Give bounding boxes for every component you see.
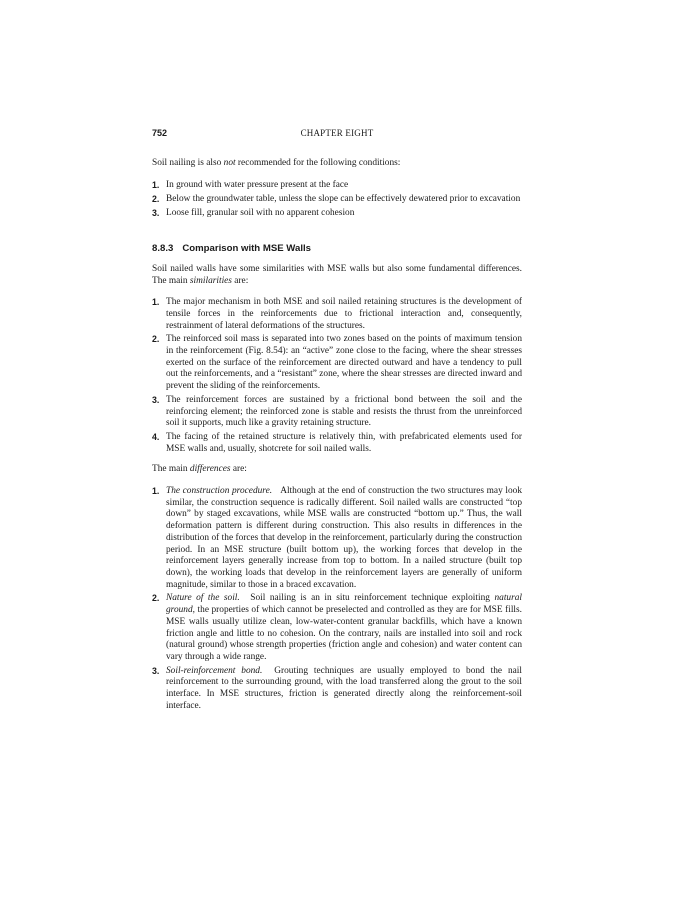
differences-list (152, 486, 522, 712)
differences-intro: The main differences are: (152, 464, 247, 475)
list-item: 2. Below the groundwater table, unless the slope can be effectively dewatered prior to excavation (152, 193, 521, 204)
list-item: 3. The reinforcement forces are sustained by a frictional bond between the soil and the reinforcing element; the reinforced zone is stable and resists the thrust from the unreinforced soil it supports, much like a gravity retaining structure. (152, 394, 522, 429)
conditions-list (152, 180, 522, 220)
list-item: 2. The reinforced soil mass is separated into two zones based on the points of maximum tension in the reinforcement (Fig. 8.54): an “active” zone close to the facing, where the shear stresses exerted on the surface of the reinforcement are directed outward and have a tendency to pull out the reinforcements, and a “resistant” zone, where the shear stresses are directed inward and prevent the sliding of the reinforcements. (152, 334, 522, 392)
book-page (152, 128, 522, 714)
list-item: 3. Soil-reinforcement bond. Grouting techniques are usually employed to bond the nail reinforcement to the surrounding ground, with the load transferred along the grout to the soil interface. In MSE structures, friction is generated directly along the reinforcement-soil interface. (152, 665, 522, 711)
running-head (152, 128, 522, 140)
page-number: 752 (152, 128, 168, 138)
list-item: 1. In ground with water pressure present at the face (152, 179, 349, 190)
list-item: 1. The major mechanism in both MSE and soil nailed retaining structures is the development of tensile forces in the reinforcements due to frictional interaction and, consequently, restrainment of lateral deformations of the structures. (152, 297, 522, 331)
similarities-intro: Soil nailed walls have some similarities with MSE walls but also some fundamental differences. The main similarities are: (152, 263, 522, 286)
similarities-list (152, 297, 522, 455)
chapter-title: CHAPTER EIGHT (300, 128, 374, 138)
list-item: 2. Nature of the soil. Soil nailing is an in situ reinforcement technique exploiting natural ground, the properties of which cannot be preselected and controlled as they are for MSE fills. MSE walls usually utilize clean, low-water-content granular backfills, which have a known friction angle and little to no cohesion. On the contrary, nails are installed into soil and rock (natural ground) whose strength properties (friction angle and cohesion) and water content can vary through a wide range. (152, 593, 522, 662)
conditions-intro: Soil nailing is also not recommended for the following conditions: (152, 158, 401, 168)
list-item: 1. The construction procedure. Although at the end of construction the two structures may look similar, the construction sequence is radically different. Soil nailed walls are constructed “top down” by staged excavations, while MSE walls are constructed “bottom up.” Thus, the wall deformation pattern is different during construction. This also results in differences in the distribution of the forces that develop in the reinforcement, particularly during the construction period. In an MSE structure (built bottom up), the working forces that develop in the reinforcement layers generally increase from top to bottom. In a nailed structure (built top down), the working loads that develop in the reinforcement layers are generally of uniform magnitude, similar to those in a braced excavation. (152, 486, 522, 590)
list-item: 3. Loose fill, granular soil with no apparent cohesion (152, 208, 355, 219)
section-heading: 8.8.3 Comparison with MSE Walls (152, 242, 311, 254)
list-item: 4. The facing of the retained structure is relatively thin, with prefabricated elements used for MSE walls and, usually, shotcrete for soil nailed walls. (152, 431, 522, 454)
